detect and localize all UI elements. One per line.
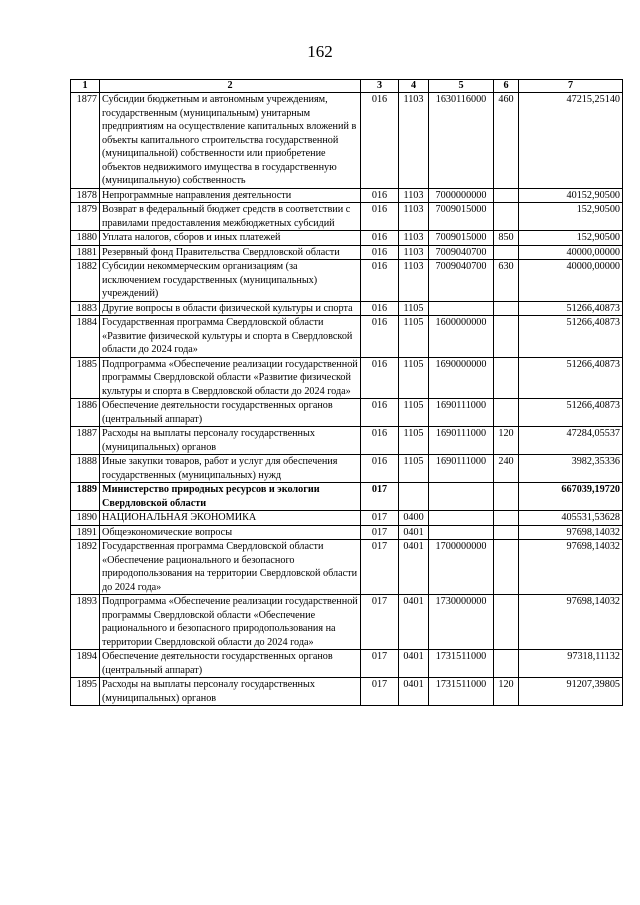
row-name: Обеспечение деятельности государственных органов (центральный аппарат) — [100, 399, 361, 427]
row-amount: 667039,19720 — [519, 483, 623, 511]
row-target-code: 7009040700 — [429, 260, 494, 302]
row-expense-type — [494, 540, 519, 595]
row-expense-type: 120 — [494, 678, 519, 706]
row-name: Субсидии бюджетным и автономным учреждениям, государственным (муниципальным) унитарным предприятиям на осуществление капитальных вложений в объекты капитального строительства государственной (муниципальной) собственности или приобретение объектов недвижимого имущества в государственную (муниципальную) собственность — [100, 93, 361, 189]
row-section-code: 0401 — [399, 540, 429, 595]
row-number: 1886 — [71, 399, 100, 427]
row-ministry-code: 016 — [361, 245, 399, 260]
row-number: 1880 — [71, 231, 100, 246]
row-amount: 152,90500 — [519, 203, 623, 231]
row-number: 1884 — [71, 316, 100, 358]
row-expense-type — [494, 301, 519, 316]
row-target-code: 7009015000 — [429, 203, 494, 231]
header-col-1: 1 — [71, 80, 100, 93]
row-ministry-code: 017 — [361, 595, 399, 650]
row-expense-type — [494, 525, 519, 540]
row-name: Подпрограмма «Обеспечение реализации государственной программы Свердловской области «Обеспечение рационального и безопасного природопользования на территории Свердловской области до 2024 года» — [100, 595, 361, 650]
row-name: Подпрограмма «Обеспечение реализации государственной программы Свердловской области «Развитие физической культуры и спорта в Свердловской области до 2024 года» — [100, 357, 361, 399]
row-number: 1887 — [71, 427, 100, 455]
row-ministry-code: 016 — [361, 316, 399, 358]
row-name: НАЦИОНАЛЬНАЯ ЭКОНОМИКА — [100, 511, 361, 526]
row-amount: 51266,40873 — [519, 357, 623, 399]
row-ministry-code: 017 — [361, 483, 399, 511]
row-ministry-code: 016 — [361, 455, 399, 483]
row-section-code: 1103 — [399, 93, 429, 189]
row-ministry-code: 016 — [361, 231, 399, 246]
table-row — [71, 245, 623, 260]
table-row — [71, 357, 623, 399]
row-amount: 51266,40873 — [519, 399, 623, 427]
row-amount: 40000,00000 — [519, 260, 623, 302]
header-col-5: 5 — [429, 80, 494, 93]
table-row — [71, 525, 623, 540]
table-row — [71, 188, 623, 203]
row-section-code: 0401 — [399, 595, 429, 650]
row-expense-type: 460 — [494, 93, 519, 189]
row-number: 1894 — [71, 650, 100, 678]
row-name: Другие вопросы в области физической культуры и спорта — [100, 301, 361, 316]
row-target-code: 1690111000 — [429, 455, 494, 483]
table-row — [71, 678, 623, 706]
row-section-code: 1105 — [399, 301, 429, 316]
row-target-code — [429, 525, 494, 540]
row-section-code: 1103 — [399, 245, 429, 260]
table-row — [71, 511, 623, 526]
table-row — [71, 595, 623, 650]
row-number: 1885 — [71, 357, 100, 399]
table-row — [71, 260, 623, 302]
row-name: Иные закупки товаров, работ и услуг для обеспечения государственных (муниципальных) нужд — [100, 455, 361, 483]
table-row — [71, 316, 623, 358]
row-ministry-code: 016 — [361, 260, 399, 302]
row-amount: 97698,14032 — [519, 540, 623, 595]
table-row — [71, 301, 623, 316]
row-target-code: 1731511000 — [429, 678, 494, 706]
row-amount: 47284,05537 — [519, 427, 623, 455]
table-header-row — [71, 80, 623, 93]
row-expense-type: 630 — [494, 260, 519, 302]
row-name: Уплата налогов, сборов и иных платежей — [100, 231, 361, 246]
row-section-code: 1105 — [399, 316, 429, 358]
row-ministry-code: 016 — [361, 357, 399, 399]
row-amount: 405531,53628 — [519, 511, 623, 526]
row-name: Государственная программа Свердловской области «Обеспечение рационального и безопасного природопользования на территории Свердловской области до 2024 года» — [100, 540, 361, 595]
table-body — [71, 93, 623, 706]
budget-table — [70, 79, 623, 706]
row-ministry-code: 017 — [361, 540, 399, 595]
row-target-code: 7009015000 — [429, 231, 494, 246]
row-amount: 97318,11132 — [519, 650, 623, 678]
row-amount: 51266,40873 — [519, 316, 623, 358]
row-amount: 40152,90500 — [519, 188, 623, 203]
row-target-code: 1690111000 — [429, 399, 494, 427]
row-target-code: 7000000000 — [429, 188, 494, 203]
row-ministry-code: 017 — [361, 511, 399, 526]
table-row — [71, 399, 623, 427]
header-col-3: 3 — [361, 80, 399, 93]
row-name: Возврат в федеральный бюджет средств в соответствии с правилами предоставления межбюджетных субсидий — [100, 203, 361, 231]
row-name: Расходы на выплаты персоналу государственных (муниципальных) органов — [100, 678, 361, 706]
row-expense-type — [494, 245, 519, 260]
row-ministry-code: 016 — [361, 427, 399, 455]
row-amount: 51266,40873 — [519, 301, 623, 316]
row-number: 1892 — [71, 540, 100, 595]
row-ministry-code: 016 — [361, 203, 399, 231]
row-expense-type: 240 — [494, 455, 519, 483]
row-ministry-code: 017 — [361, 678, 399, 706]
table-row — [71, 203, 623, 231]
row-section-code: 1105 — [399, 427, 429, 455]
row-section-code: 1103 — [399, 203, 429, 231]
table-row — [71, 427, 623, 455]
row-expense-type: 850 — [494, 231, 519, 246]
header-col-4: 4 — [399, 80, 429, 93]
table-row — [71, 483, 623, 511]
row-expense-type — [494, 399, 519, 427]
row-expense-type — [494, 357, 519, 399]
row-target-code: 1690111000 — [429, 427, 494, 455]
row-number: 1890 — [71, 511, 100, 526]
row-name: Государственная программа Свердловской области «Развитие физической культуры и спорта в Свердловской области до 2024 года» — [100, 316, 361, 358]
row-expense-type — [494, 316, 519, 358]
row-number: 1877 — [71, 93, 100, 189]
page-number: 162 — [307, 42, 333, 61]
row-section-code: 0401 — [399, 650, 429, 678]
header-col-7: 7 — [519, 80, 623, 93]
row-number: 1878 — [71, 188, 100, 203]
row-target-code: 1630116000 — [429, 93, 494, 189]
row-target-code: 1600000000 — [429, 316, 494, 358]
table-row — [71, 650, 623, 678]
row-name: Обеспечение деятельности государственных органов (центральный аппарат) — [100, 650, 361, 678]
row-amount: 97698,14032 — [519, 525, 623, 540]
row-expense-type — [494, 511, 519, 526]
row-number: 1891 — [71, 525, 100, 540]
row-section-code: 1105 — [399, 399, 429, 427]
row-target-code — [429, 511, 494, 526]
row-name: Общеэкономические вопросы — [100, 525, 361, 540]
row-expense-type — [494, 595, 519, 650]
row-section-code: 0401 — [399, 525, 429, 540]
row-name: Субсидии некоммерческим организациям (за исключением государственных (муниципальных) учреждений) — [100, 260, 361, 302]
row-ministry-code: 016 — [361, 399, 399, 427]
row-section-code: 0400 — [399, 511, 429, 526]
row-amount: 152,90500 — [519, 231, 623, 246]
row-target-code: 7009040700 — [429, 245, 494, 260]
row-target-code — [429, 301, 494, 316]
row-number: 1883 — [71, 301, 100, 316]
row-target-code — [429, 483, 494, 511]
row-name: Министерство природных ресурсов и экологии Свердловской области — [100, 483, 361, 511]
table-row — [71, 455, 623, 483]
row-ministry-code: 016 — [361, 301, 399, 316]
row-amount: 97698,14032 — [519, 595, 623, 650]
row-section-code: 1103 — [399, 231, 429, 246]
row-amount: 47215,25140 — [519, 93, 623, 189]
row-ministry-code: 016 — [361, 188, 399, 203]
row-target-code: 1690000000 — [429, 357, 494, 399]
row-expense-type — [494, 483, 519, 511]
row-name: Резервный фонд Правительства Свердловской области — [100, 245, 361, 260]
row-expense-type — [494, 203, 519, 231]
row-target-code: 1730000000 — [429, 595, 494, 650]
table-row — [71, 231, 623, 246]
row-ministry-code: 017 — [361, 525, 399, 540]
row-number: 1895 — [71, 678, 100, 706]
row-amount: 40000,00000 — [519, 245, 623, 260]
row-ministry-code: 016 — [361, 93, 399, 189]
row-number: 1893 — [71, 595, 100, 650]
row-number: 1888 — [71, 455, 100, 483]
row-amount: 91207,39805 — [519, 678, 623, 706]
row-ministry-code: 017 — [361, 650, 399, 678]
row-number: 1882 — [71, 260, 100, 302]
row-number: 1881 — [71, 245, 100, 260]
row-expense-type — [494, 188, 519, 203]
row-expense-type: 120 — [494, 427, 519, 455]
row-amount: 3982,35336 — [519, 455, 623, 483]
row-target-code: 1700000000 — [429, 540, 494, 595]
row-name: Расходы на выплаты персоналу государственных (муниципальных) органов — [100, 427, 361, 455]
row-section-code: 1103 — [399, 260, 429, 302]
header-col-2: 2 — [100, 80, 361, 93]
table-row — [71, 93, 623, 189]
row-number: 1889 — [71, 483, 100, 511]
row-section-code: 0401 — [399, 678, 429, 706]
row-number: 1879 — [71, 203, 100, 231]
row-expense-type — [494, 650, 519, 678]
row-section-code: 1105 — [399, 357, 429, 399]
table-row — [71, 540, 623, 595]
header-col-6: 6 — [494, 80, 519, 93]
row-name: Непрограммные направления деятельности — [100, 188, 361, 203]
row-target-code: 1731511000 — [429, 650, 494, 678]
row-section-code: 1105 — [399, 455, 429, 483]
row-section-code: 1103 — [399, 188, 429, 203]
row-section-code — [399, 483, 429, 511]
